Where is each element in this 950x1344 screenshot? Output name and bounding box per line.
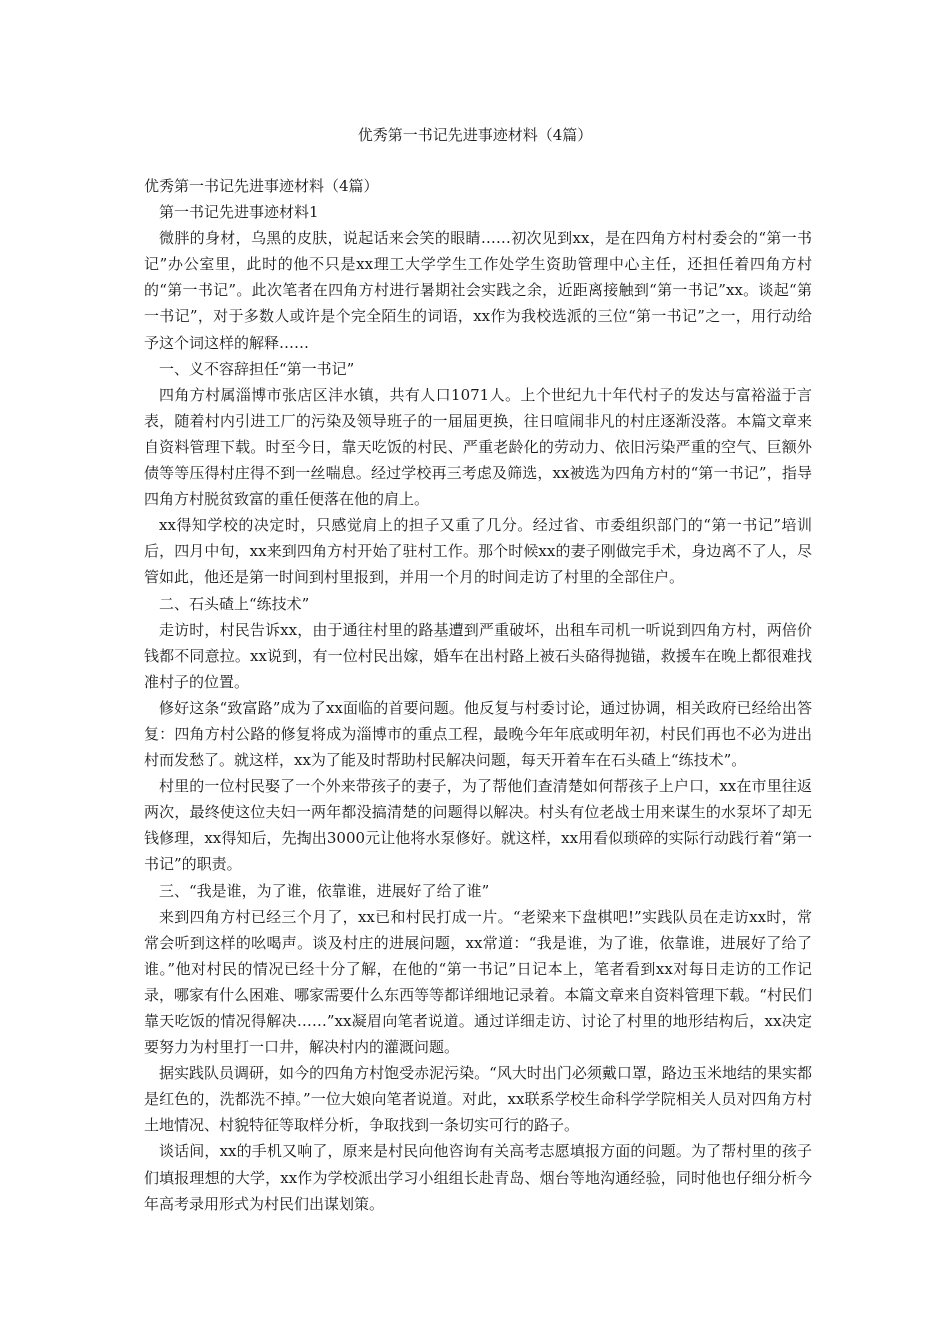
document-body [144, 173, 812, 1217]
paragraph: 四角方村属淄博市张店区沣水镇，共有人口1071人。上个世纪九十年代村子的发达与富裕溢于言表，随着村内引进工厂的污染及领导班子的一届届更换，往日喧闹非凡的村庄逐渐没落。本篇文章来自资料管理下载。时至今日，靠天吃饭的村民、严重老龄化的劳动力、依旧污染严重的空气、巨额外债等等压得村庄得不到一丝喘息。经过学校再三考虑及筛选，xx被选为四角方村的“第一书记”，指导四角方村脱贫致富的重任便落在他的肩上。 [144, 385, 812, 509]
paragraph: 第一书记先进事迹材料1 [159, 203, 319, 222]
paragraph: 走访时，村民告诉xx，由于通往村里的路基遭到严重破坏，出租车司机一听说到四角方村，两倍价钱都不同意拉。xx说到，有一位村民出嫁，婚车在出村路上被石头硌得抛锚，救援车在晚上都很难找准村子的位置。 [144, 620, 812, 691]
paragraph: 来到四角方村已经三个月了，xx已和村民打成一片。“老梁来下盘棋吧!”实践队员在走访xx时，常常会听到这样的吆喝声。谈及村庄的进展问题，xx常道：“我是谁，为了谁，依靠谁，进展好了给了谁。”他对村民的情况已经十分了解，在他的“第一书记”日记本上，笔者看到xx对每日走访的工作记录，哪家有什么困难、哪家需要什么东西等等都详细地记录着。本篇文章来自资料管理下载。“村民们靠天吃饭的情况得解决……”xx凝眉向笔者说道。通过详细走访、讨论了村里的地形结构后，xx决定要努力为村里打一口井，解决村内的灌溉问题。 [144, 907, 812, 1057]
document-heading: 优秀第一书记先进事迹材料（4篇） [144, 177, 379, 195]
paragraph: 谈话间，xx的手机又响了，原来是村民向他咨询有关高考志愿填报方面的问题。为了帮村里的孩子们填报理想的大学，xx作为学校派出学习小组组长赴青岛、烟台等地沟通经验，同时他也仔细分析今年高考录用形式为村民们出谋划策。 [144, 1142, 812, 1213]
document-title: 优秀第一书记先进事迹材料（4篇） [357, 126, 593, 144]
paragraph: 微胖的身材，乌黑的皮肤，说起话来会笑的眼睛……初次见到xx，是在四角方村村委会的“第一书记”办公室里，此时的他不只是xx理工大学学生工作处学生资助管理中心主任，还担任着四角方村的“第一书记”。此次笔者在四角方村进行暑期社会实践之余，近距离接触到“第一书记”xx。谈起“第一书记”，对于多数人或许是个完全陌生的词语，xx作为我校选派的三位“第一书记”之一，用行动给予这个词这样的解释…… [144, 229, 812, 352]
paragraph: 二、石头碴上“练技术” [159, 594, 310, 613]
paragraph: 修好这条“致富路”成为了xx面临的首要问题。他反复与村委讨论，通过协调，相关政府已经给出答复：四角方村公路的修复将成为淄博市的重点工程，最晚今年年底或明年初，村民们再也不必为进出村而发愁了。就这样，xx为了能及时帮助村民解决问题，每天开着车在石头碴上“练技术”。 [144, 698, 812, 770]
paragraph: 村里的一位村民娶了一个外来带孩子的妻子，为了帮他们查清楚如何帮孩子上户口，xx在市里往返两次，最终使这位夫妇一两年都没搞清楚的问题得以解决。村头有位老战士用来谋生的水泵坏了却无钱修理，xx得知后，先掏出3000元让他将水泵修好。就这样，xx用看似琐碎的实际行动践行着“第一书记”的职责。 [144, 777, 812, 874]
paragraph: 三、“我是谁，为了谁，依靠谁，进展好了给了谁” [159, 881, 490, 900]
paragraph: 一、义不容辞担任“第一书记” [159, 359, 355, 378]
paragraph: 据实践队员调研，如今的四角方村饱受赤泥污染。“风大时出门必须戴口罩，路边玉米地结的果实都是红色的，洗都洗不掉。”一位大娘向笔者说道。对此，xx联系学校生命科学学院相关人员对四角方村土地情况、村貌特征等取样分析，争取找到一条切实可行的路子。 [144, 1064, 812, 1135]
paragraph: xx得知学校的决定时，只感觉肩上的担子又重了几分。经过省、市委组织部门的“第一书记”培训后，四月中旬，xx来到四角方村开始了驻村工作。那个时候xx的妻子刚做完手术，身边离不了人，尽管如此，他还是第一时间到村里报到，并用一个月的时间走访了村里的全部住户。 [144, 516, 812, 587]
